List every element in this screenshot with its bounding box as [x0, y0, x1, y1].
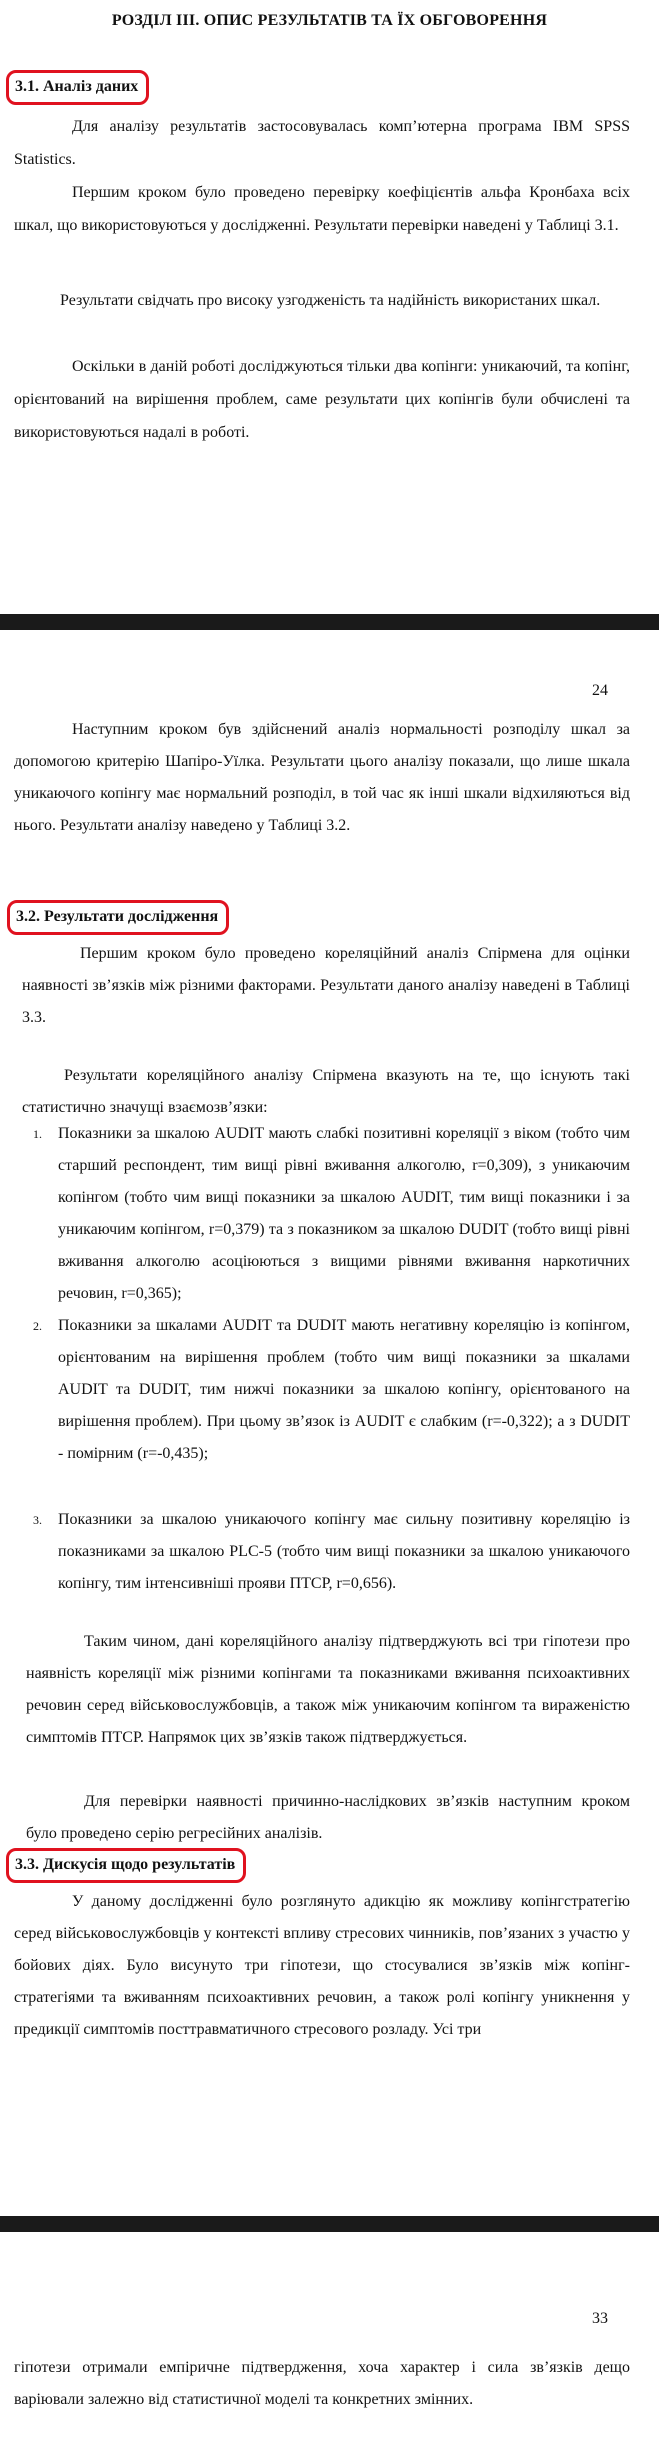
section-3-3-heading: 3.3. Дискусія щодо результатів [6, 1848, 246, 1883]
list-number: 1. [33, 1127, 42, 1141]
paragraph: Результати кореляційного аналізу Спірмена вказують на те, що існують такі статистично значущі взаємозв’язки: [22, 1067, 630, 1116]
paragraph: Першим кроком було проведено перевірку коефіцієнтів альфа Кронбаха всіх шкал, що використовуються у дослідженні. Результати перевірки наведені у Таблиці 3.1. [14, 184, 630, 234]
list-number: 3. [33, 1513, 42, 1527]
list-item: Показники за шкалою AUDIT мають слабкі позитивні кореляції з віком (тобто чим старший респондент, тим вищі рівні вживання алкоголю, r=0,309), з уникаючим копінгом (тобто чим вищі показники за шкалою AUDIT, тим вищі показники і за уникаючим копінгом, r=0,379) та з показником за шкалою DUDIT (тобто вищі рівні вживання алкоголю асоціюються з вищими рівнями вживання наркотичних речовин, r=0,365); [58, 1125, 630, 1302]
list-item: Показники за шкалами AUDIT та DUDIT мають негативну кореляцію із копінгом, орієнтованим на вирішення проблем (тобто чим вищі показники за шкалами AUDIT та DUDIT, тим нижчі показники за шкалою копінгу, орієнтованого на вирішення проблем). При цьому зв’язок із AUDIT є слабким (r=-0,322); а з DUDIT - помірним (r=-0,435); [58, 1317, 630, 1462]
page-divider [0, 614, 659, 630]
paragraph: Для перевірки наявності причинно-наслідкових зв’язків наступним кроком було проведено серію регресійних аналізів. [26, 1793, 630, 1842]
paragraph: Наступним кроком був здійснений аналіз нормальності розподілу шкал за допомогою критерію Шапіро-Уїлка. Результати цього аналізу показали, що лише шкала уникаючого копінгу має нормальний розподіл, в той час як інші шкали відхиляються від нього. Результати аналізу наведено у Таблиці 3.2. [14, 721, 630, 834]
paragraph: Для аналізу результатів застосовувалась комп’ютерна програма IBM SPSS Statistics. [14, 118, 630, 168]
paragraph: гіпотези отримали емпіричне підтвердження, хоча характер і сила зв’язків дещо варіювали залежно від статистичної моделі та конкретних змінних. [14, 2359, 630, 2408]
paragraph: У даному дослідженні було розглянуто адикцію як можливу копінгстратегію серед військовослужбовців у контексті впливу стресових чинників, пов’язаних з участю у бойових діях. Було висунуто три гіпотези, що стосувалися зв’язків між копінг-стратегіями та вживанням психоактивних речовин, а також ролі копінгу уникнення у предикції симптомів посттравматичного стресового розладу. Усі три [14, 1893, 630, 2038]
list-item: Показники за шкалою уникаючого копінгу має сильну позитивну кореляцію із показниками за шкалою PLC-5 (тобто чим вищі показники за шкалою уникаючого копінгу, тим інтенсивніші прояви ПТСР, r=0,656). [58, 1511, 630, 1592]
page-divider [0, 2216, 659, 2232]
section-3-2-heading: 3.2. Результати дослідження [7, 900, 229, 935]
paragraph: Таким чином, дані кореляційного аналізу підтверджують всі три гіпотези про наявність кореляції між різними копінгами та показниками вживання психоактивних речовин серед військовослужбовців, а також між уникаючим копінгом та вираженістю симптомів ПТСР. Напрямок цих зв’язків також підтверджується. [26, 1633, 630, 1746]
page-number: 24 [592, 682, 608, 699]
chapter-heading: РОЗДІЛ ІІІ. ОПИС РЕЗУЛЬТАТІВ ТА ЇХ ОБГОВОРЕННЯ [111, 12, 548, 29]
paragraph: Результати свідчать про високу узгодженість та надійність використаних шкал. [60, 292, 601, 309]
list-number: 2. [33, 1319, 42, 1333]
paragraph: Оскільки в даній роботі досліджуються тільки два копінги: уникаючий, та копінг, орієнтований на вирішення проблем, саме результати цих копінгів були обчислені та використовуються надалі в роботі. [14, 358, 630, 441]
paragraph: Першим кроком було проведено кореляційний аналіз Спірмена для оцінки наявності зв’язків між різними факторами. Результати даного аналізу наведені в Таблиці 3.3. [22, 945, 630, 1026]
page-number: 33 [592, 2310, 608, 2327]
section-3-1-heading: 3.1. Аналіз даних [6, 70, 149, 105]
